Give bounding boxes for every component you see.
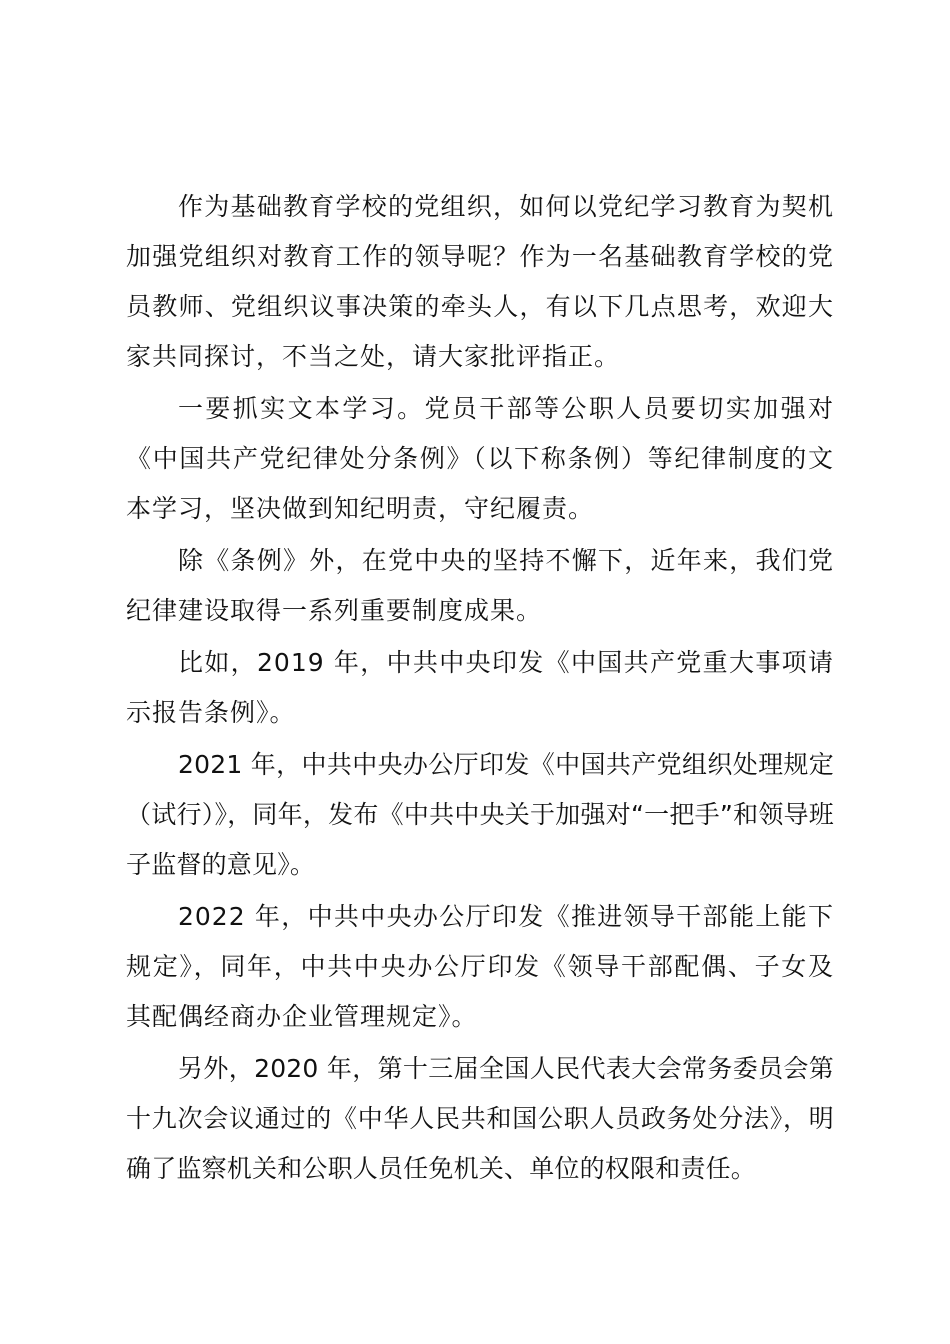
paragraph-text-study: 一要抓实文本学习。党员干部等公职人员要切实加强对《中国共产党纪律处分条例》（以下称条例）等纪律制度的文本学习，坚决做到知纪明责，守纪履责。	[126, 394, 834, 523]
paragraph-intro: 作为基础教育学校的党组织，如何以党纪学习教育为契机加强党组织对教育工作的领导呢？作为一名基础教育学校的党员教师、党组织议事决策的牵头人，有以下几点思考，欢迎大家共同探讨，不当之处，请大家批评指正。	[126, 192, 834, 371]
paragraph-2020: 另外，2020 年，第十三届全国人民代表大会常务委员会第十九次会议通过的《中华人民共和国公职人员政务处分法》，明确了监察机关和公职人员任免机关、单位的权限和责任。	[126, 1054, 834, 1183]
paragraph-2022: 2022 年，中共中央办公厅印发《推进领导干部能上能下规定》，同年，中共中央办公厅印发《领导干部配偶、子女及其配偶经商办企业管理规定》。	[126, 902, 834, 1031]
paragraph-2019: 比如，2019 年，中共中央印发《中国共产党重大事项请示报告条例》。	[126, 648, 834, 727]
paragraph-achievements: 除《条例》外，在党中央的坚持不懈下，近年来，我们党纪律建设取得一系列重要制度成果。	[126, 546, 834, 625]
document-body	[126, 182, 834, 1196]
paragraph-2021: 2021 年，中共中央办公厅印发《中国共产党组织处理规定（试行）》，同年，发布《中共中央关于加强对“一把手”和领导班子监督的意见》。	[126, 750, 834, 879]
